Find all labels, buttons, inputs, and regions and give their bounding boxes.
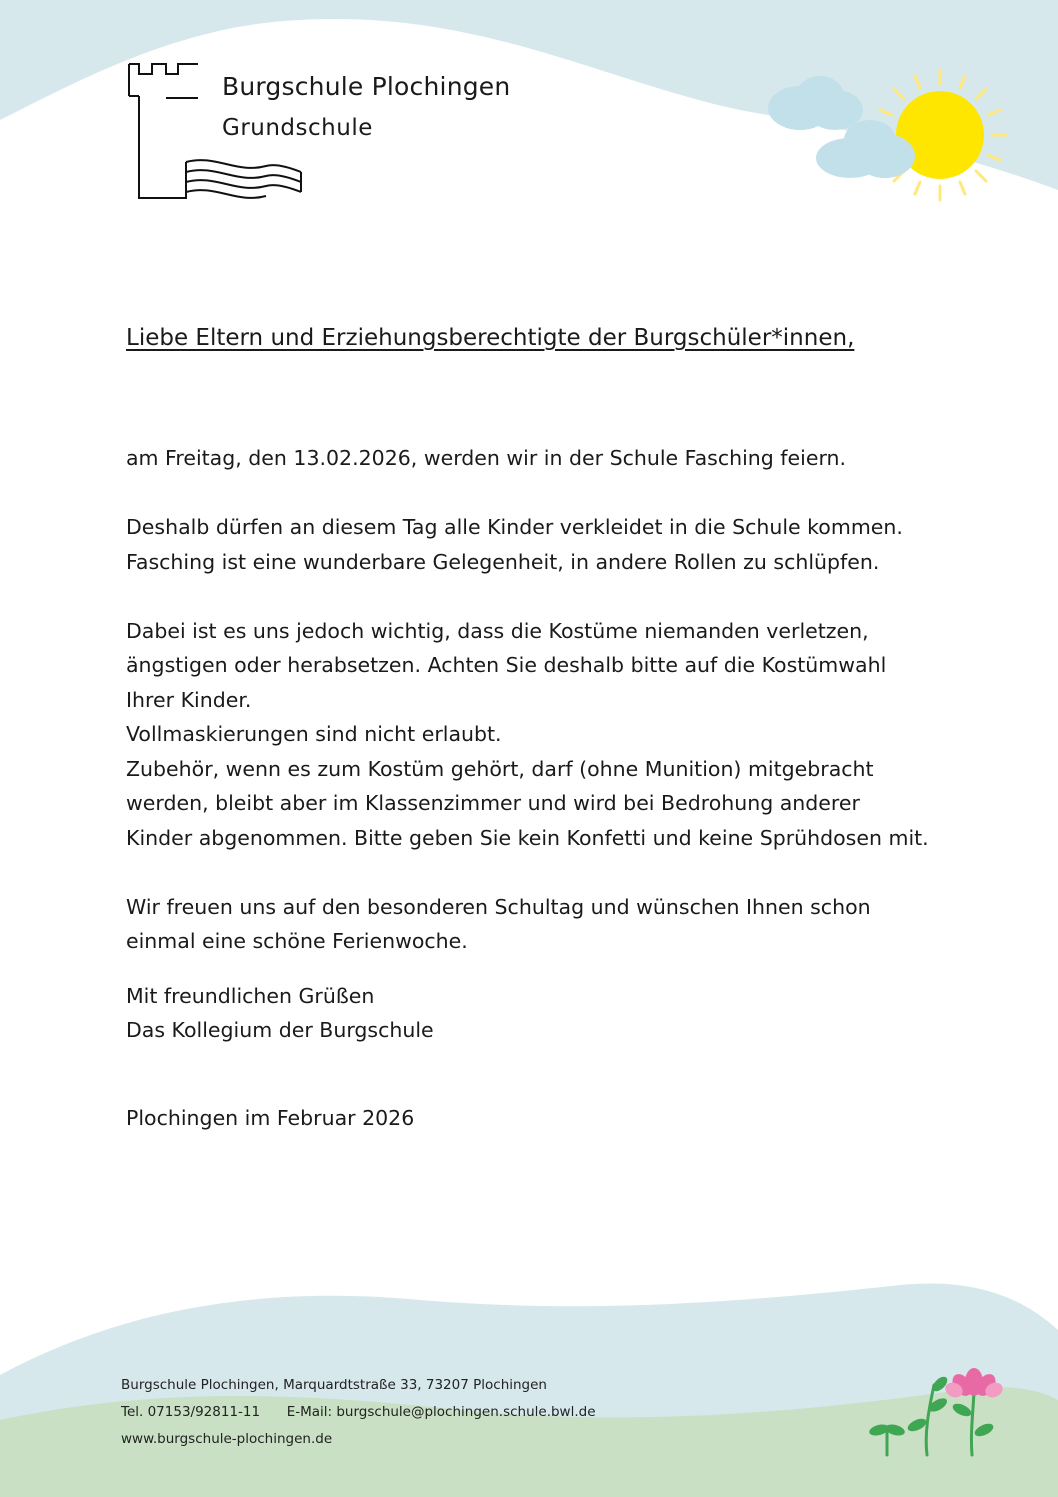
paragraph-4-line: einmal eine schöne Ferienwoche. (126, 929, 468, 953)
flower-head (943, 1368, 1005, 1400)
school-type: Grundschule (222, 115, 373, 141)
sun-and-clouds (760, 60, 1010, 210)
place-date: Plochingen im Februar 2026 (126, 1106, 415, 1130)
paragraph-3-line: Kinder abgenommen. Bitte geben Sie kein Konfetti und keine Sprühdosen mit. (126, 825, 929, 850)
paragraph-3-line: ängstigen oder herabsetzen. Achten Sie deshalb bitte auf die Kostümwahl (126, 653, 887, 677)
letter-body (126, 441, 1006, 1048)
closing-line: Das Kollegium der Burgschule (126, 1018, 434, 1042)
footer-address: Burgschule Plochingen, Marquardtstraße 33, 73207 Plochingen (121, 1377, 547, 1393)
paragraph-3-line: Dabei ist es uns jedoch wichtig, dass die Kostüme niemanden verletzen, (126, 618, 869, 643)
cloud-icon (768, 76, 863, 130)
paragraph-4-line: Wir freuen uns auf den besonderen Schultag und wünschen Ihnen schon (126, 894, 871, 919)
paragraph-3-line: Zubehör, wenn es zum Kostüm gehört, darf (ohne Munition) mitgebracht (126, 756, 874, 781)
paragraph-1: am Freitag, den 13.02.2026, werden wir in der Schule Fasching feiern. (126, 446, 847, 470)
paragraph-3-line: Vollmaskierungen sind nicht erlaubt. (126, 722, 502, 746)
footer-phone: Tel. 07153/92811-11 (121, 1404, 261, 1420)
paragraph-3-line: werden, bleibt aber im Klassenzimmer und wird bei Bedrohung anderer (126, 791, 860, 815)
paragraph-2-line: Deshalb dürfen an diesem Tag alle Kinder verkleidet in die Schule kommen. (126, 515, 903, 539)
paragraph-2-line: Fasching ist eine wunderbare Gelegenheit, in andere Rollen zu schlüpfen. (126, 549, 880, 574)
footer-email[interactable]: E-Mail: burgschule@plochingen.schule.bwl.de (286, 1404, 596, 1420)
paragraph-3-line: Ihrer Kinder. (126, 687, 252, 712)
footer (121, 1372, 596, 1453)
greeting: Liebe Eltern und Erziehungsberechtigte der Burgschüler*innen, (126, 325, 855, 351)
school-name: Burgschule Plochingen (222, 72, 511, 101)
closing-line: Mit freundlichen Grüßen (126, 983, 375, 1008)
flower-icon (862, 1360, 1012, 1460)
footer-website[interactable]: www.burgschule-plochingen.de (121, 1431, 333, 1447)
